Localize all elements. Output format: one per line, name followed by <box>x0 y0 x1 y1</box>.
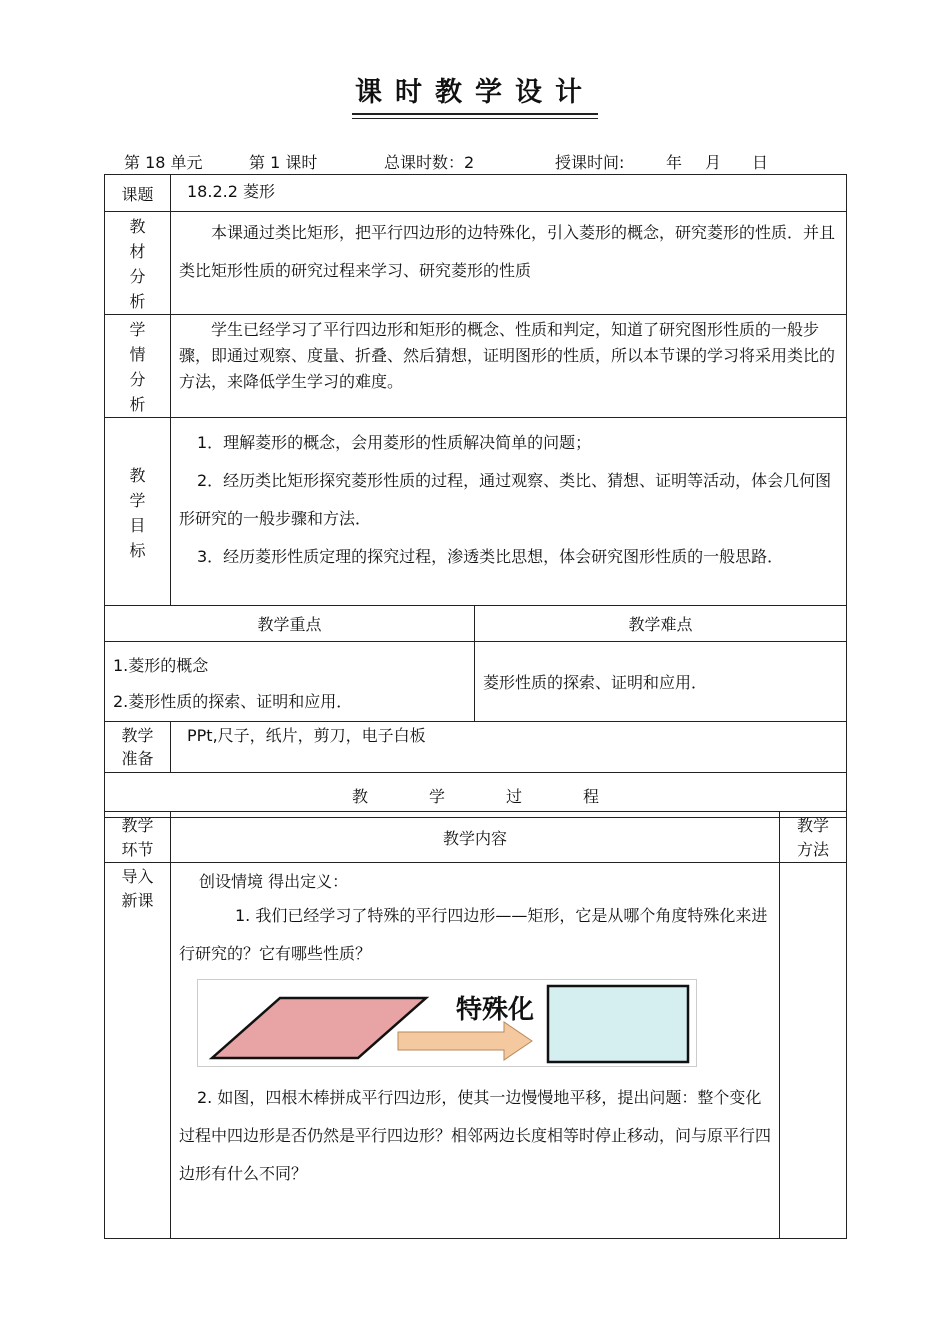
method-header: 教学 方法 <box>780 812 847 863</box>
day-label: 日 <box>752 153 769 172</box>
month-label: 月 <box>705 153 722 172</box>
goals-label: 教 学 目 标 <box>105 418 171 606</box>
prep-label: 教学 准备 <box>105 722 171 773</box>
specialization-figure <box>197 979 697 1067</box>
goals-list <box>171 418 847 606</box>
prep-row <box>105 722 847 773</box>
key-point-item: 1.菱形的概念 <box>113 656 209 675</box>
topic-value: 18.2.2 菱形 <box>171 175 847 212</box>
keypoints-content-row <box>105 642 847 722</box>
page-title: 课时教学设计 <box>355 77 595 108</box>
specialize-label: 特殊化 <box>456 995 535 1025</box>
students-row <box>105 315 847 418</box>
total-lessons: 总课时数：2 <box>384 153 475 172</box>
stage-header: 教学 环节 <box>105 812 171 863</box>
year-label: 年 <box>666 153 683 172</box>
content-header: 教学内容 <box>171 812 780 863</box>
difficulties-header: 教学难点 <box>475 606 847 642</box>
process-table <box>104 811 847 1239</box>
key-points-header: 教学重点 <box>105 606 475 642</box>
lesson-plan-table <box>104 174 847 818</box>
process-title: 教 学 过 程 <box>105 773 847 818</box>
intro-stage: 导入 新课 <box>105 863 171 1239</box>
intro-method <box>780 863 847 1239</box>
unit-info: 第 18 单元 <box>124 153 203 172</box>
difficulties-text: 菱形性质的探索、证明和应用． <box>475 642 847 722</box>
topic-row <box>105 175 847 212</box>
material-text: 本课通过类比矩形，把平行四边形的边特殊化，引入菱形的概念，研究菱形的性质．并且类比矩形性质的研究过程来学习、研究菱形的性质 <box>171 212 847 315</box>
material-row <box>105 212 847 315</box>
right-arrow-icon <box>398 1022 532 1060</box>
intro-heading: 创设情境 得出定义： <box>199 872 349 891</box>
intro-question-2: 2. 如图，四根木棒拼成平行四边形，使其一边慢慢地平移，提出问题：整个变化过程中四边形是否仍然是平行四边形？相邻两边长度相等时停止移动，问与原平行四边形有什么不同？ <box>179 1088 772 1183</box>
key-points-list <box>105 642 475 722</box>
teach-time-label: 授课时间: <box>555 153 625 172</box>
lesson-info: 第 1 课时 <box>249 153 318 172</box>
parallelogram-shape <box>212 998 426 1058</box>
title-underline-thin <box>352 118 598 119</box>
prep-text: PPt,尺子，纸片，剪刀，电子白板 <box>171 722 847 773</box>
intro-question-1: 1. 我们已经学习了特殊的平行四边形——矩形，它是从哪个角度特殊化来进行研究的？它有哪些性质？ <box>179 906 768 963</box>
intro-row <box>105 863 847 1239</box>
topic-label: 课题 <box>105 175 171 212</box>
intro-content <box>171 863 780 1239</box>
goal-item: 2．经历类比矩形探究菱形性质的过程，通过观察、类比、猜想、证明等活动，体会几何图形研究的一般步骤和方法． <box>179 471 832 528</box>
students-label: 学 情 分 析 <box>105 315 171 418</box>
rectangle-shape <box>548 986 688 1062</box>
goal-item: 1．理解菱形的概念，会用菱形的性质解决简单的问题； <box>197 433 592 452</box>
keypoints-header-row <box>105 606 847 642</box>
process-header-row <box>105 812 847 863</box>
students-text: 学生已经学习了平行四边形和矩形的概念、性质和判定，知道了研究图形性质的一般步骤，即通过观察、度量、折叠、然后猜想，证明图形的性质，所以本节课的学习将采用类比的方法，来降低学生学习的难度。 <box>171 315 847 418</box>
goal-item: 3．经历菱形性质定理的探究过程，渗透类比思想，体会研究图形性质的一般思路． <box>197 547 784 566</box>
title-underline <box>352 113 598 115</box>
goals-row <box>105 418 847 606</box>
key-point-item: 2.菱形性质的探索、证明和应用． <box>113 692 353 711</box>
material-label: 教 材 分 析 <box>105 212 171 315</box>
